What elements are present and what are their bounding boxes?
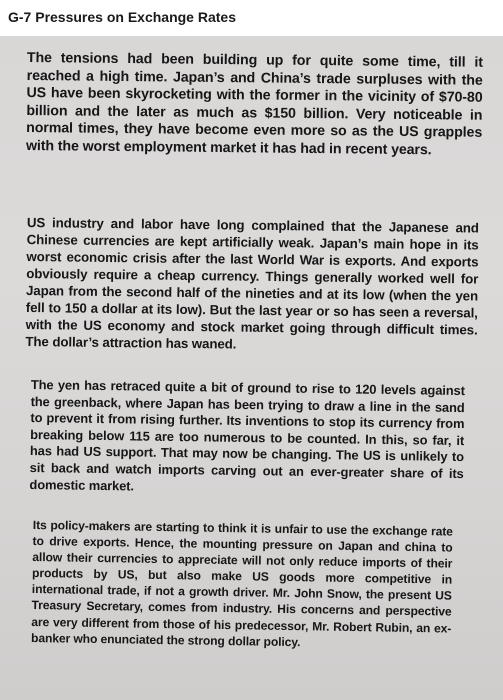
paragraph-3: The yen has retraced quite a bit of ground to rise to 120 levels against the greenback, where Japan has been trying to draw a line in the sand to prevent it from rising further. Its inventions to stop its currency from breaking below 115 are too numerous to be counted. In this, so far, it has had US support. That may now be changing. The US is unlikely to sit back and watch imports carving out an ever-greater share of its domestic market.	[29, 377, 465, 494]
document-title: G-7 Pressures on Exchange Rates	[8, 9, 236, 25]
paragraph-4: Its policy-makers are starting to think it is unfair to use the exchange rate to drive exports. Hence, the mounting pressure on Japan and china to allow their currencies to appreciate will not only reduce imports of their products by US, but also make US goods more competitive in international trade, if not a growth driver. Mr. John Snow, the present US Treasury Secretary, comes from industry. His concerns and perspective are very different from those of his predecessor, Mr. Robert Rubin, an ex- banker who enunciated the strong dollar policy.	[30, 517, 453, 649]
paragraph-1: The tensions had been building up for quite some time, till it reached a high time. Japan’s and China’s trade surpluses with the US have been skyrocketing with the former in the vicinity of $70-80 billion and the later as much as $150 billion. Very noticeable in normal times, they have become even more so as the US grapples with the worst employment market it has had in recent years.	[25, 50, 483, 158]
photographed-page	[0, 36, 503, 700]
paragraph-2: US industry and labor have long complained that the Japanese and Chinese currencies are kept artificially weak. Japan’s main hope in its worst economic crisis after the last World War is exports. And exports obviously require a cheap currency. Things generally worked well for Japan from the second half of the nineties and at its low (when the yen fell to 150 a dollar at its low). But the last year or so has seen a reversal, with the US economy and stock market going through difficult times. The dollar’s attraction has waned.	[25, 214, 479, 352]
document-header	[0, 0, 503, 36]
